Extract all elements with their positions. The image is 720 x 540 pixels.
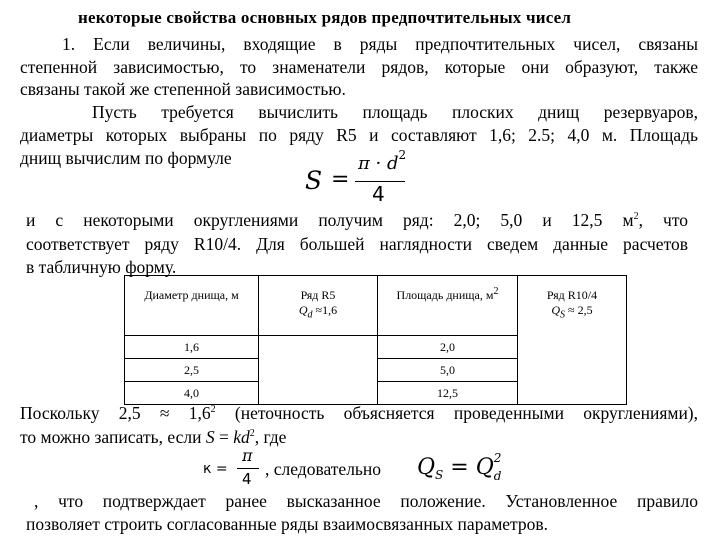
cell-diameter: 1,6 <box>125 336 259 359</box>
header-diameter: Диаметр днища, м <box>125 276 259 336</box>
paragraph-5-line-2: позволяет строить согласованные ряды взаимосвязанных параметров. <box>26 514 549 534</box>
header-r10-4: Ряд R10/4 $Q_S \approx 2,5$ <box>518 276 627 405</box>
formula-k-denominator: 4 <box>242 470 252 488</box>
paragraph-3-line-2: соответствует ряду R10/4. Для большей наглядности сведем данные расчетов <box>26 234 688 254</box>
cell-diameter: 4,0 <box>125 382 259 405</box>
paragraph-2-line-2: диаметры которых выбраны по ряду R5 и составляют 1,6; 2.5; 4,0 м. Площадь <box>20 125 698 145</box>
page-title: некоторые свойства основных рядов предпочтительных чисел <box>78 8 572 27</box>
formula-k-label: к = <box>203 461 228 477</box>
cell-area: 2,0 <box>378 336 518 359</box>
paragraph-4-line-2: то можно записать, если $S = kd^2$, где <box>20 427 287 447</box>
paragraph-2-line-1: Пусть требуется вычислить площадь плоских днищ резервуаров, <box>92 102 698 122</box>
table-header-row <box>125 276 627 336</box>
paragraph-1-line-2: степенной зависимостью, то знаменатели рядов, которые они образуют, также <box>20 57 698 77</box>
formula-numerator: $\pi \cdot d^2$ <box>358 148 407 174</box>
formula-k-numerator: π <box>242 446 253 465</box>
cell-area: 12,5 <box>378 382 518 405</box>
header-area: Площадь днища, $м^2$ <box>378 276 518 336</box>
cell-area: 5,0 <box>378 359 518 382</box>
paragraph-5-line-1: , что подтверждает ранее высказанное положение. Установленное правило <box>34 491 698 511</box>
formula-equals: = <box>331 167 350 192</box>
paragraph-2-line-3: днищ вычислим по формуле <box>20 148 232 168</box>
cell-diameter: 2,5 <box>125 359 259 382</box>
formula-qs-qd: $Q_S = Q$ 2 d <box>417 451 502 483</box>
paragraph-3-line-3: в табличную форму. <box>26 257 177 277</box>
paragraph-1-line-3: связаны такой же степенной зависимостью. <box>20 79 346 99</box>
formula-s-symbol: S <box>305 166 323 195</box>
paragraph-3-line-1: и с некоторыми округлениями получим ряд: 2,0; 5,0 и 12,5 $м^2$, что <box>26 210 688 230</box>
paragraph-1-line-1: 1. Если величины, входящие в ряды предпочтительных чисел, связаны <box>62 34 698 54</box>
paragraph-4-line-1: Поскольку $2,5 \approx 1,6^2$ (неточность объясняется проведенными округлениями), <box>20 403 699 423</box>
formula-conclusion-text: , следовательно <box>265 459 382 479</box>
series-table <box>124 275 627 405</box>
formula-denominator: 4 <box>372 182 385 206</box>
header-r5: Ряд R5 $Q_d \approx 1,6$ <box>259 276 378 336</box>
formula-k-fraction-bar <box>237 468 259 469</box>
cell-r5-empty <box>259 336 378 405</box>
